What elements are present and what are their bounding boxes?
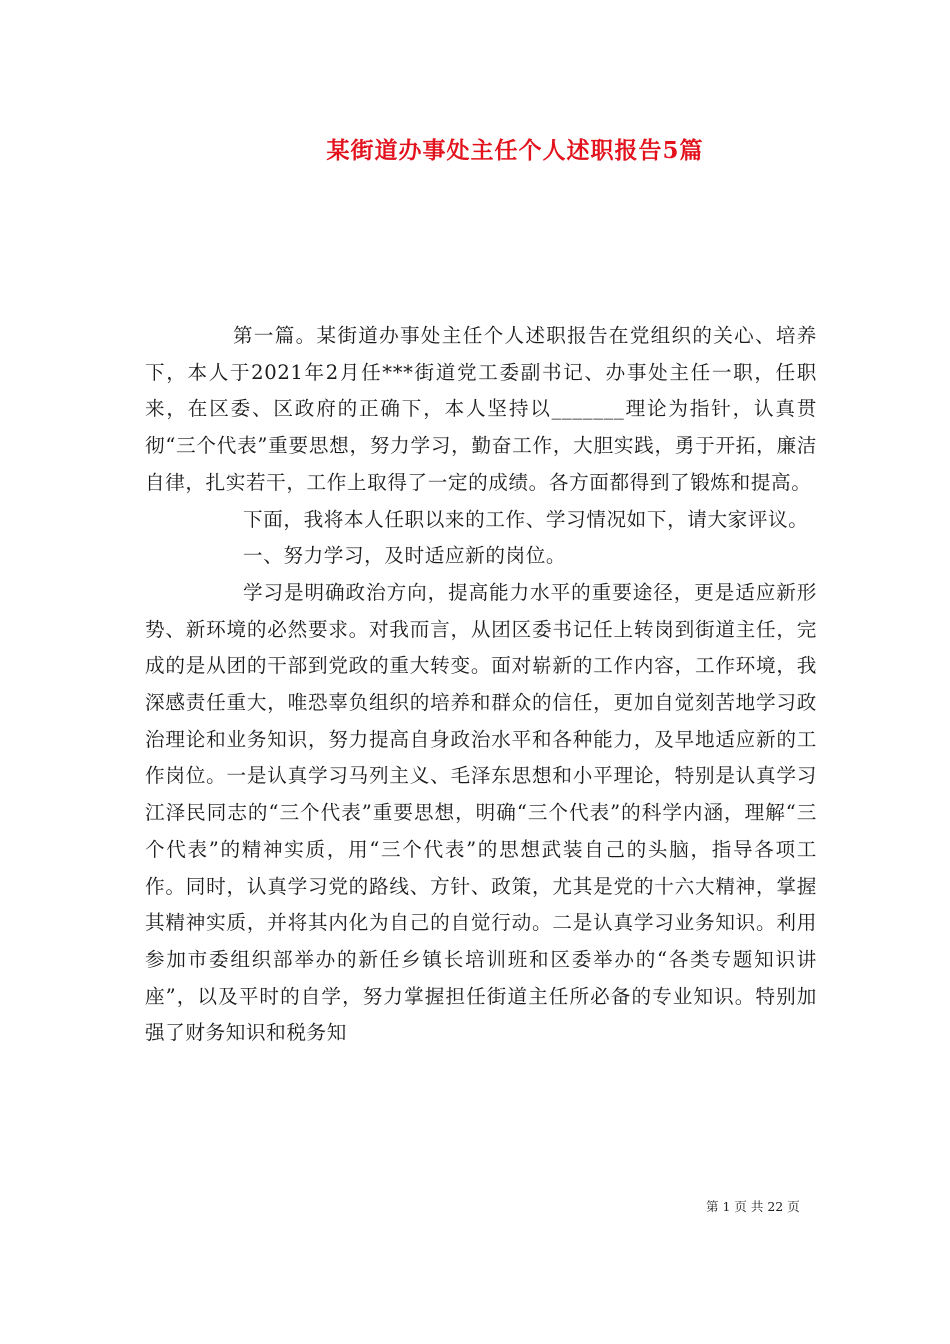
paragraph-intro: 第一篇。某街道办事处主任个人述职报告在党组织的关心、培养下，本人于2021年2月任***街道党工委副书记、办事处主任一职，任职来，在区委、区政府的正确下，本人坚持以_______理论为指针，认真贯彻“三个代表”重要思想，努力学习，勤奋工作，大胆实践，勇于开拓，廉洁自律，扎实若干，工作上取得了一定的成绩。各方面都得到了锻炼和提高。 <box>145 324 817 494</box>
page-number: 第 1 页 共 22 页 <box>706 1199 800 1214</box>
paragraph-review-request: 下面，我将本人任职以来的工作、学习情况如下，请大家评议。 <box>243 507 809 531</box>
document-body <box>145 318 817 1052</box>
paragraph-study-details: 学习是明确政治方向，提高能力水平的重要途径，更是适应新形势、新环境的必然要求。对我而言，从团区委书记任上转岗到街道主任，完成的是从团的干部到党政的重大转变。面对崭新的工作内容，工作环境，我深感责任重大，唯恐辜负组织的培养和群众的信任，更加自觉刻苦地学习政治理论和业务知识，努力提高自身政治水平和各种能力，及早地适应新的工作岗位。一是认真学习马列主义、毛泽东思想和小平理论，特别是认真学习江泽民同志的“三个代表”重要思想，明确“三个代表”的科学内涵，理解“三个代表”的精神实质，用“三个代表”的思想武装自己的头脑，指导各项工作。同时，认真学习党的路线、方针、政策，尤其是党的十六大精神，掌握其精神实质，并将其内化为自己的自觉行动。二是认真学习业务知识。利用参加市委组织部举办的新任乡镇长培训班和区委举办的“各类专题知识讲座”，以及平时的自学，努力掌握担任街道主任所必备的专业知识。特别加强了财务知识和税务知 <box>145 580 817 1045</box>
section-heading-study: 一、努力学习，及时适应新的岗位。 <box>243 544 567 568</box>
document-title: 某街道办事处主任个人述职报告5篇 <box>326 137 704 164</box>
